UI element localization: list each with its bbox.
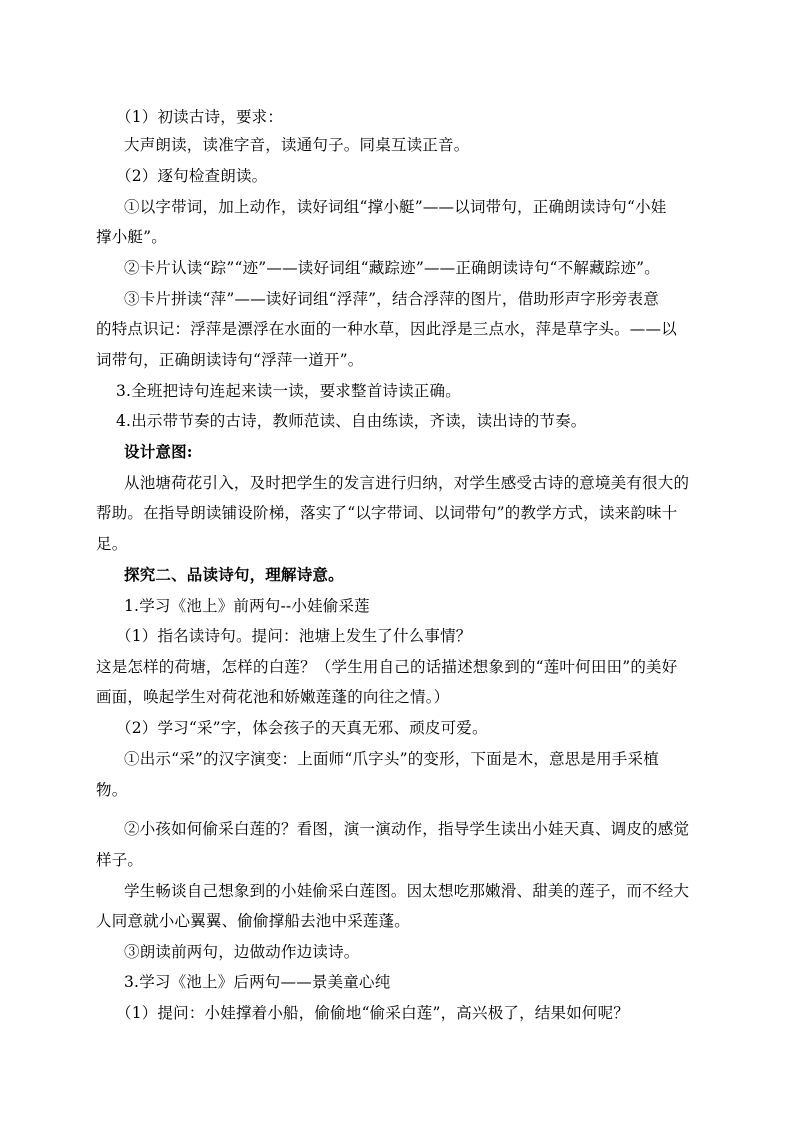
line-students-imagine: 学生畅谈自己想象到的小娃偷采白莲图。因太想吃那嫩滑、甜美的莲子，而不经大: [124, 882, 690, 900]
line-intent-1: 从池塘荷花引入，及时把学生的发言进行归纳，对学生感受古诗的意境美有很大的: [124, 474, 690, 492]
line-how-picked: ②小孩如何偷采白莲的？看图，演一演动作，指导学生读出小娃天真、调皮的感觉: [124, 820, 690, 838]
line-pond-description: 这是怎样的荷塘，怎样的白莲？（学生用自己的话描述想象到的“莲叶何田田”的美好: [96, 658, 678, 676]
line-word-with-char: ①以字带词，加上动作，读好词组“撑小艇”——以词带句，正确朗读诗句“小娃: [124, 198, 667, 216]
line-check-reading: （2）逐句检查朗读。: [116, 167, 268, 185]
heading-design-intent: 设计意图:: [124, 442, 193, 461]
line-word-with-char-cont: 撑小艇”。: [96, 228, 167, 246]
line-cai-evolution: ①出示“采”的汉字演变：上面师“爪字头”的变形，下面是木，意思是用手采植: [124, 750, 659, 768]
line-how-picked-cont: 样子。: [96, 851, 144, 869]
line-study-last-two: 3.学习《池上》后两句——景美童心纯: [124, 973, 391, 991]
line-card-spell: ③卡片拼读“萍”——读好词组“浮萍”，结合浮萍的图片，借助形声字形旁表意: [124, 290, 659, 308]
line-intent-2: 帮助。在指导朗读铺设阶梯，落实了“以字带词、以词带句”的教学方式，读来韵味十: [96, 504, 678, 522]
line-question-result: （1）提问：小娃撑着小船，偷偷地“偷采白莲”，高兴极了，结果如何呢？: [116, 1004, 630, 1022]
line-intent-3: 足。: [96, 535, 128, 553]
line-cai-evolution-cont: 物。: [96, 781, 128, 799]
line-students-imagine-cont: 人同意就小心翼翼、偷偷撑船去池中采莲蓬。: [96, 912, 411, 930]
line-class-read: 3.全班把诗句连起来读一读，要求整首诗读正确。: [116, 382, 461, 400]
line-card-spell-cont2: 词带句，正确朗读诗句“浮萍一道开”。: [96, 351, 364, 369]
line-rhythm: 4.出示带节奏的古诗，教师范读、自由练读，齐读，读出诗的节奏。: [116, 412, 587, 430]
line-read-aloud: 大声朗读，读准字音，读通句子。同桌互读正音。: [124, 136, 470, 154]
heading-explore-two: 探究二、品读诗句，理解诗意。: [124, 565, 344, 584]
line-study-first-two: 1.学习《池上》前两句--小娃偷采莲: [124, 597, 370, 615]
line-name-read: （1）指名读诗句。提问：池塘上发生了什么事情？: [116, 627, 472, 645]
line-study-cai: （2）学习“采”字，体会孩子的天真无邪、顽皮可爱。: [116, 719, 488, 737]
line-read-first-two: ③朗读前两句，边做动作边读诗。: [124, 943, 360, 961]
line-reading-requirements: （1）初读古诗，要求：: [116, 108, 284, 126]
line-pond-description-cont: 画面，唤起学生对荷花池和娇嫩莲蓬的向往之情。）: [96, 688, 450, 706]
line-card-recognize: ②卡片认读“踪”“迹”——读好词组“藏踪迹”——正确朗读诗句“不解藏踪迹”。: [124, 259, 660, 277]
line-card-spell-cont1: 的特点识记：浮萍是漂浮在水面的一种水草，因此浮是三点水，萍是草字头。——以: [96, 320, 677, 338]
